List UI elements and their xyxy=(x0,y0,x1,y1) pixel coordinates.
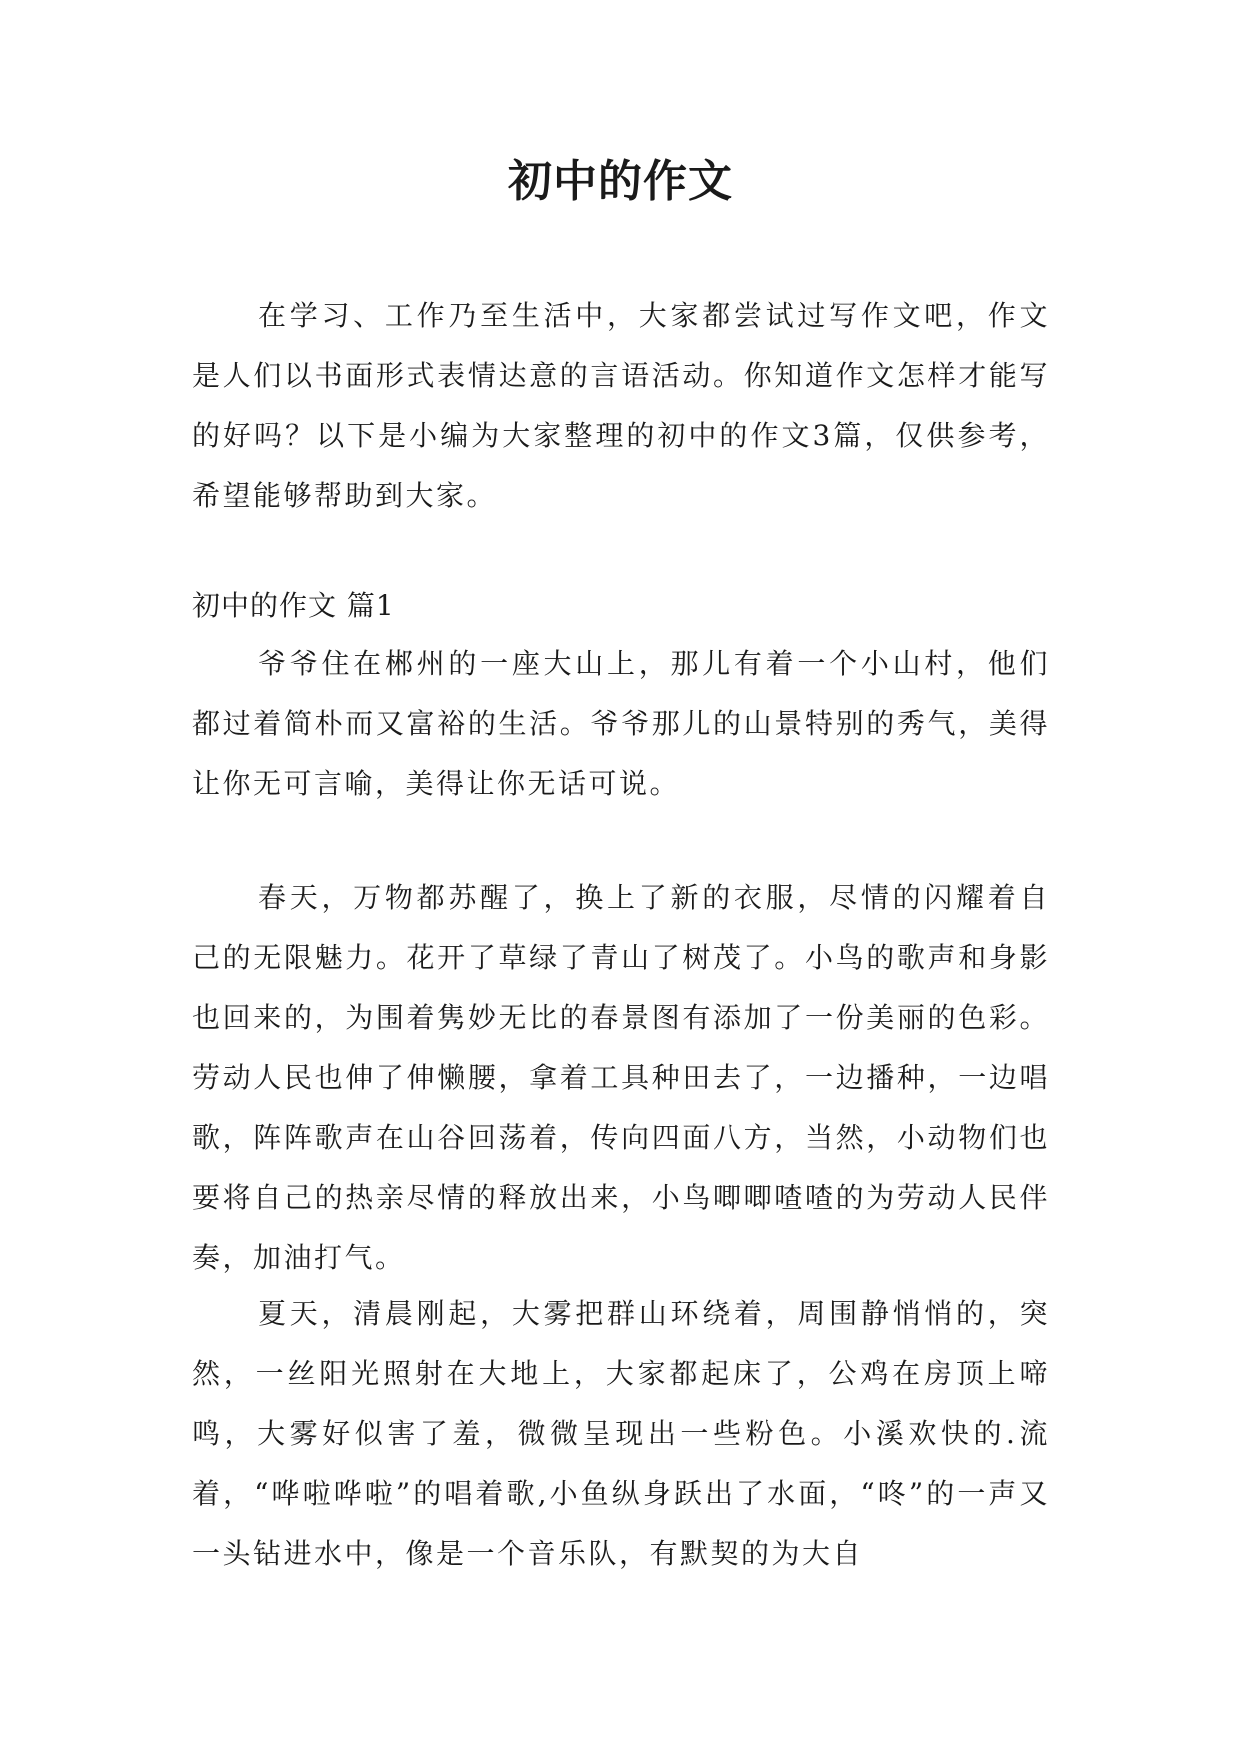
paragraph-block xyxy=(192,1284,1050,1584)
body-paragraph: 爷爷住在郴州的一座大山上，那儿有着一个小山村，他们都过着简朴而又富裕的生活。爷爷那儿的山景特别的秀气，美得让你无可言喻，美得让你无话可说。 xyxy=(192,647,1050,800)
section-heading: 初中的作文 篇1 xyxy=(192,589,395,622)
paragraph-block xyxy=(192,868,1050,1288)
intro-paragraph: 在学习、工作乃至生活中，大家都尝试过写作文吧，作文是人们以书面形式表情达意的言语活动。你知道作文怎样才能写的好吗？以下是小编为大家整理的初中的作文3篇，仅供参考，希望能够帮助到大家。 xyxy=(192,299,1050,512)
intro-block xyxy=(192,286,1050,526)
body-paragraph: 夏天，清晨刚起，大雾把群山环绕着，周围静悄悄的，突然，一丝阳光照射在大地上，大家都起床了，公鸡在房顶上啼鸣，大雾好似害了羞，微微呈现出一些粉色。小溪欢快的.流着，“哗啦哗啦”的唱着歌,小鱼纵身跃出了水面，“咚”的一声又一头钻进水中，像是一个音乐队，有默契的为大自 xyxy=(192,1297,1050,1570)
body-paragraph: 春天，万物都苏醒了，换上了新的衣服，尽情的闪耀着自己的无限魅力。花开了草绿了青山了树茂了。小鸟的歌声和身影也回来的，为围着隽妙无比的春景图有添加了一份美丽的色彩。劳动人民也伸了伸懒腰，拿着工具种田去了，一边播种，一边唱歌，阵阵歌声在山谷回荡着，传向四面八方，当然，小动物们也要将自己的热亲尽情的释放出来，小鸟唧唧喳喳的为劳动人民伴奏，加油打气。 xyxy=(192,881,1050,1274)
paragraph-block xyxy=(192,634,1050,814)
document-title: 初中的作文 xyxy=(508,156,733,207)
